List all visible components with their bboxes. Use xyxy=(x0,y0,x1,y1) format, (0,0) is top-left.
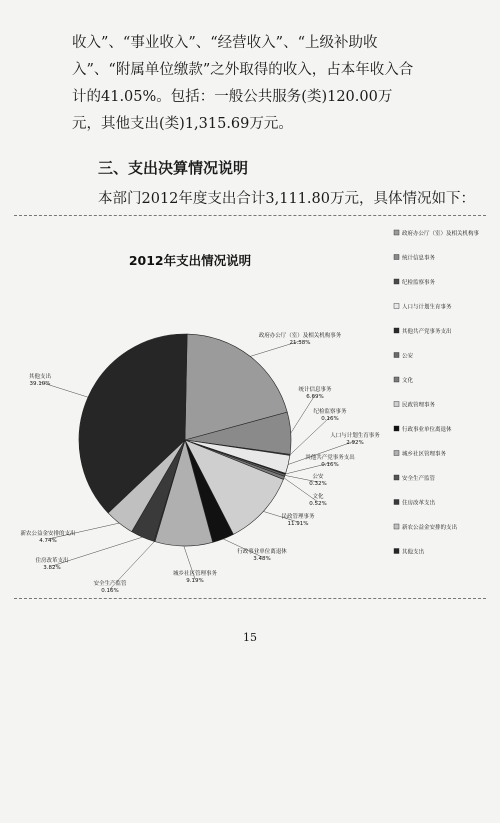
slice-label: 其他共产党事务支出 xyxy=(305,455,355,461)
legend-swatch xyxy=(394,304,399,309)
legend-entry: 人口与计划生育事务 xyxy=(402,304,452,311)
legend-swatch xyxy=(394,549,399,554)
slice-label: 统计信息事务 xyxy=(298,387,332,393)
legend-entry: 统计信息事务 xyxy=(402,255,436,262)
legend-swatch xyxy=(394,255,399,260)
slice-percent: 39.10% xyxy=(29,381,51,387)
summary-paragraph: 本部门2012年度支出合计3,111.80万元，具体情况如下： xyxy=(98,191,475,207)
legend-swatch xyxy=(394,230,399,235)
slice-percent: 0.52% xyxy=(309,501,327,507)
slice-percent: 3.48% xyxy=(253,556,271,562)
slice-percent: 2.92% xyxy=(346,440,364,446)
intro-paragraph: 收入”、“事业收入”、“经营收入”、“上级补助收入”、“附属单位缴款”之外取得的收入，占本年收入合计的41.05%。包括：一般公共服务(类)120.00万元，其他支出(类)1,315.69万元。 xyxy=(72,35,414,132)
legend-entry: 公安 xyxy=(402,353,414,360)
expenditure-chart xyxy=(0,215,500,600)
slice-label: 纪检监察事务 xyxy=(313,409,347,415)
slice-label: 文化 xyxy=(312,494,324,500)
legend-entry: 政府办公厅（室）及相关机构事 xyxy=(402,231,480,237)
legend-swatch xyxy=(394,279,399,284)
slice-label: 安全生产监管 xyxy=(93,581,127,587)
legend-swatch xyxy=(394,451,399,456)
pie-chart-svg xyxy=(0,215,500,600)
legend-entry: 新农公益金安排的支出 xyxy=(402,525,458,531)
slice-percent: 0.16% xyxy=(321,462,339,468)
pie-slices xyxy=(79,334,291,546)
legend-swatch xyxy=(394,426,399,431)
slice-label: 城乡社区管理事务 xyxy=(172,571,218,577)
legend-swatch xyxy=(394,475,399,480)
slice-label: 民政管理事务 xyxy=(281,514,315,520)
slice-label: 政府办公厅（室）及相关机构事务 xyxy=(258,333,342,339)
leader-line xyxy=(291,395,315,433)
slice-label: 新农公益金安排的支出 xyxy=(20,531,76,537)
legend-entry: 其他支出 xyxy=(402,549,425,556)
legend-entry: 城乡社区管理事务 xyxy=(402,451,447,458)
legend-entry: 纪检监察事务 xyxy=(402,280,436,286)
chart-title: 2012年支出情况说明 xyxy=(128,253,252,268)
slice-percent: 9.19% xyxy=(186,578,204,584)
slice-percent: 6.69% xyxy=(306,394,324,400)
page-number: 15 xyxy=(243,631,257,644)
legend-swatch xyxy=(394,353,399,358)
slice-percent: 0.16% xyxy=(321,416,339,422)
slice-label: 其他支出 xyxy=(28,374,52,380)
legend-swatch xyxy=(394,328,399,333)
slice-percent: 21.38% xyxy=(289,340,311,346)
chart-bottom-rule xyxy=(14,598,486,599)
slice-percent: 0.16% xyxy=(101,588,119,594)
legend-swatch xyxy=(394,402,399,407)
legend-swatch xyxy=(394,524,399,529)
legend-swatch xyxy=(394,500,399,505)
slice-percent: 0.32% xyxy=(309,481,327,487)
legend-entry: 文化 xyxy=(402,378,414,384)
slice-percent: 11.91% xyxy=(287,521,309,527)
slice-label: 行政事业单位离退休 xyxy=(237,549,287,555)
chart-legend xyxy=(394,229,480,556)
legend-entry: 行政事业单位离退休 xyxy=(402,427,452,433)
legend-swatch xyxy=(394,377,399,382)
leader-line xyxy=(290,417,330,455)
slice-percent: 4.74% xyxy=(39,538,57,544)
slice-percent: 3.82% xyxy=(43,565,61,571)
section-heading: 三、支出决算情况说明 xyxy=(98,159,249,177)
legend-entry: 安全生产监管 xyxy=(402,476,436,482)
slice-label: 人口与计划生育事务 xyxy=(330,433,380,439)
legend-entry: 住房改革支出 xyxy=(402,500,436,507)
legend-entry: 民政管理事务 xyxy=(402,402,436,409)
slice-label: 公安 xyxy=(312,474,324,480)
slice-label: 住房改革支出 xyxy=(35,558,69,564)
legend-entry: 其他共产党事务支出 xyxy=(402,329,452,335)
